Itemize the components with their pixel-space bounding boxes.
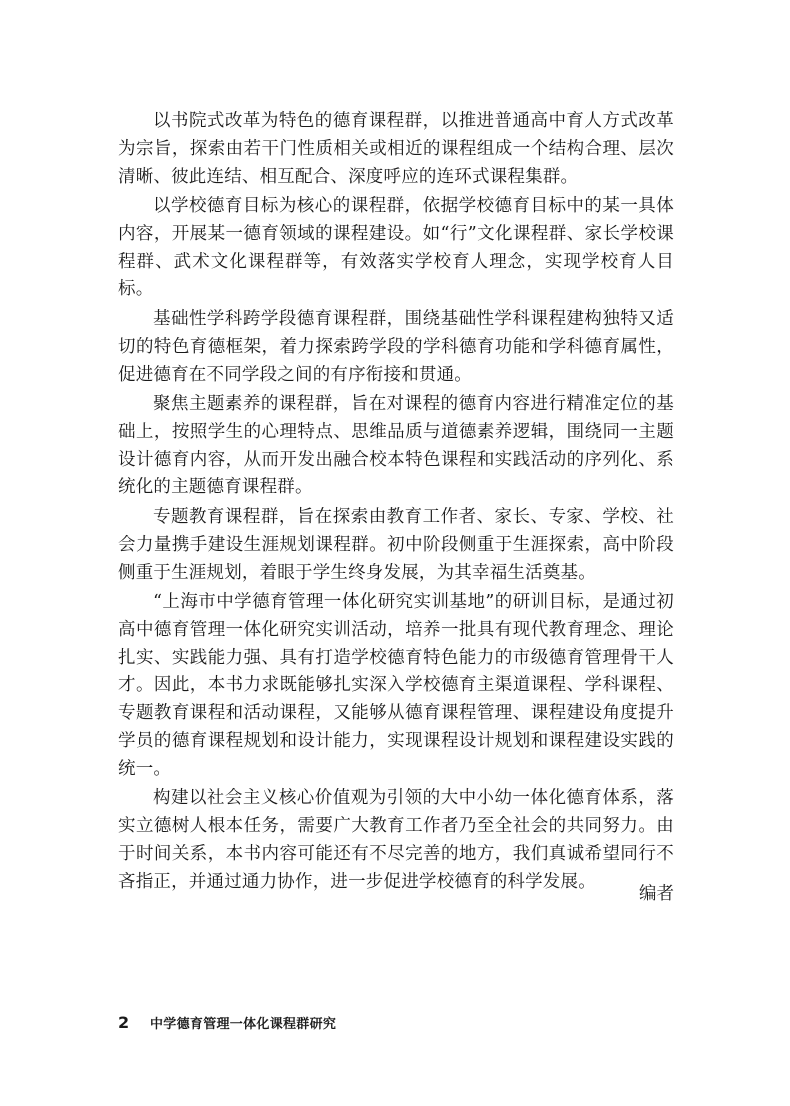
page-body (118, 108, 674, 898)
page-number: 2 (118, 1013, 130, 1032)
paragraph-4: 聚焦主题素养的课程群，旨在对课程的德育内容进行精准定位的基础上，按照学生的心理特点、思维品质与道德素养逻辑，围绕同一主题设计德育内容，从而开发出融合校本特色课程和实践活动的序列化、系统化的主题德育课程群。 (118, 394, 674, 498)
paragraph-7: 构建以社会主义核心价值观为引领的大中小幼一体化德育体系，落实立德树人根本任务，需要广大教育工作者乃至全社会的共同努力。由于时间关系，本书内容可能还有不尽完善的地方，我们真诚希望同行不吝指正，并通过通力协作，进一步促进学校德育的科学发展。 (118, 788, 674, 892)
paragraph-1: 以书院式改革为特色的德育课程群，以推进普通高中育人方式改革为宗旨，探索由若干门性质相关或相近的课程组成一个结构合理、层次清晰、彼此连结、相互配合、深度呼应的连环式课程集群。 (118, 111, 674, 187)
paragraph-2: 以学校德育目标为核心的课程群，依据学校德育目标中的某一具体内容，开展某一德育领域的课程建设。如“行”文化课程群、家长学校课程群、武术文化课程群等，有效落实学校育人理念，实现学校育人目标。 (118, 196, 674, 300)
page-footer (118, 1013, 336, 1032)
author-signature: 编者 (639, 884, 674, 904)
paragraph-3: 基础性学科跨学段德育课程群，围绕基础性学科课程建构独特又适切的特色育德框架，着力探索跨学段的学科德育功能和学科德育属性，促进德育在不同学段之间的有序衔接和贯通。 (118, 308, 674, 385)
book-title: 中学德育管理一体化课程群研究 (150, 1017, 337, 1032)
paragraph-5: 专题教育课程群，旨在探索由教育工作者、家长、专家、学校、社会力量携手建设生涯规划课程群。初中阶段侧重于生涯探索，高中阶段侧重于生涯规划，着眼于学生终身发展，为其幸福生活奠基。 (118, 506, 674, 583)
paragraph-6: “上海市中学德育管理一体化研究实训基地”的研训目标，是通过初高中德育管理一体化研究实训活动，培养一批具有现代教育理念、理论扎实、实践能力强、具有打造学校德育特色能力的市级德育管理骨干人才。因此，本书力求既能够扎实深入学校德育主渠道课程、学科课程、专题教育课程和活动课程，又能够从德育课程管理、课程建设角度提升学员的德育课程规划和设计能力，实现课程设计规划和课程建设实践的统一。 (118, 591, 674, 779)
